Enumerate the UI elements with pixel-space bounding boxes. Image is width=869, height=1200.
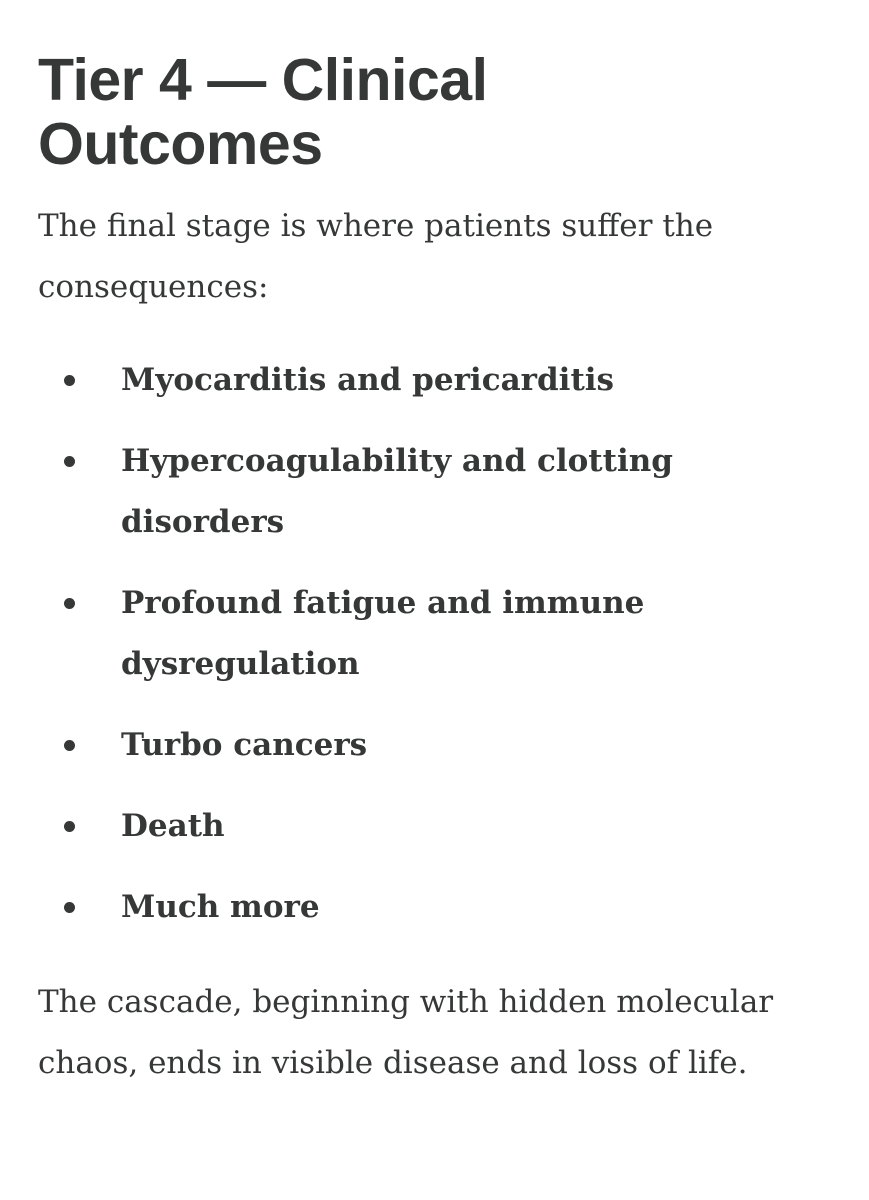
closing-paragraph: The cascade, beginning with hidden molecular chaos, ends in visible disease and loss of life. (38, 984, 774, 1081)
bullet-dot-icon (64, 375, 75, 386)
list-item-text: Hypercoagulability and clotting disorders (121, 443, 673, 540)
bullet-dot-icon (64, 740, 75, 751)
list-item (38, 877, 761, 938)
list-item (38, 350, 761, 411)
list-item-text: Death (121, 808, 225, 844)
list-item-text: Turbo cancers (121, 727, 368, 763)
outcomes-list (38, 350, 838, 938)
bullet-dot-icon (64, 456, 75, 467)
list-item (38, 431, 761, 553)
bullet-dot-icon (64, 902, 75, 913)
bullet-dot-icon (64, 598, 75, 609)
list-item (38, 715, 761, 776)
list-item-text: Myocarditis and pericarditis (121, 362, 614, 398)
section-heading: Tier 4 — Clinical Outcomes (38, 47, 488, 177)
bullet-dot-icon (64, 821, 75, 832)
list-item (38, 796, 761, 857)
list-item-text: Profound fatigue and immune dysregulation (121, 585, 645, 682)
article-body (38, 48, 838, 1094)
list-item-text: Much more (121, 889, 320, 925)
intro-paragraph: The final stage is where patients suffer the consequences: (38, 208, 714, 305)
list-item (38, 573, 761, 695)
